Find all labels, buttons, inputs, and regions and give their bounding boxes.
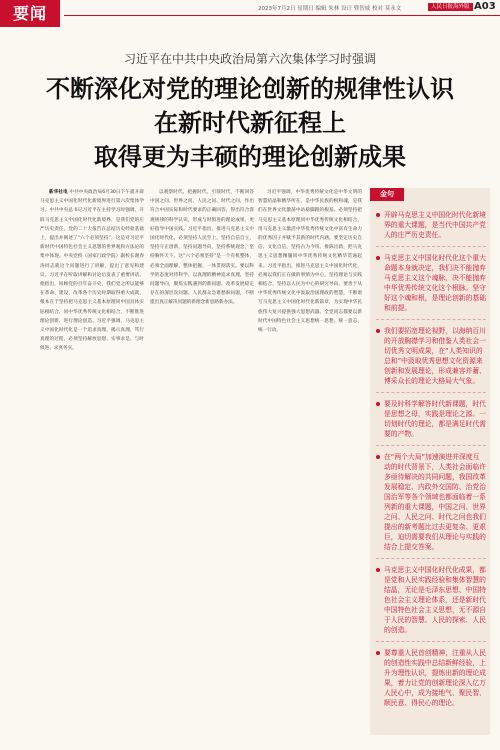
bullet-icon (376, 568, 380, 572)
quote-list (376, 210, 486, 708)
column-paragraph (40, 188, 144, 354)
quote-item (376, 210, 486, 240)
bullet-icon (376, 402, 380, 406)
bullet-icon (376, 256, 380, 260)
quote-text: 我们要拓宽理论视野，以海纳百川的开放胸襟学习和借鉴人类社会一切优秀文明成果，在“人类知识的总和”中汲取优秀思想文化资源来创新和发展理论，形成兼容并蓄、博采众长的理论大格局大气象。 (384, 327, 486, 385)
quote-item (376, 253, 486, 313)
divider (376, 319, 486, 320)
quote-item (376, 452, 486, 552)
quote-item (376, 648, 486, 708)
column-text: 中共中央政治局6月30日下午就开辟马克思主义中国化时代化新境界进行第六次集体学习。中共中央总书记习近平在主持学习时强调，开辟马克思主义中国化时代化新境界，是我们党的庄严历史责任。党的二十大报告在总结历史经验基础上，提出并阐述了“六个必须坚持”，这是对习近平新时代中国特色社会主义思想的世界观和方法论的集中体现。中央党校（国家行政学院）副校长谢春涛同志就这个问题进行了讲解，提出了意见和建议。习近平在听取讲解和讨论后发表了重要讲话。他指出，回顾党的百年奋斗史，我们党之所以能够在革命、建设、改革各个历史时期取得重大成就，根本在于坚持把马克思主义基本原理同中国具体实际相结合、同中华优秀传统文化相结合，不断推进理论创新、进行理论创造。习近平强调，马克思主义中国化时代化是一个追求真理、揭示真理、笃行真理的过程，必须坚持解放思想、实事求是、与时俱进、求真务实。 (40, 190, 144, 352)
bullet-icon (376, 455, 380, 459)
divider (376, 445, 486, 446)
quote-item (376, 399, 486, 439)
divider (376, 392, 486, 393)
quote-text: 在“两个大局”加速演进并深度互动的时代背景下，人类社会面临许多亟待解决的共同问题，我国改革发展稳定、内政外交国防、治党治国治军等各个领域也都面临着一系列新的重大课题，中国之问、世界之问、人民之问、时代之问也我们提出的新考题比过去更复杂、更艰巨，迫切需要我们从理论与实践的结合上提交答案。 (384, 453, 486, 551)
section-logo: 要闻 (0, 0, 60, 27)
headline-line-3: 取得更为丰硕的理论创新成果 (94, 142, 406, 171)
bullet-icon (376, 651, 380, 655)
page-number: A03 (474, 1, 496, 12)
column-text: 以观察时代、把握时代、引领时代，不断回答中国之问、世界之问、人民之问、时代之问，作出符合中国实际和时代要求的正确回答，得出符合客观规律的科学认识，形成与时俱进的理论成果，更好指导中国实践。习近平指出，推进马克思主义中国化时代化，必须坚持人民至上，坚持自信自立，坚持守正创新，坚持问题导向，坚持系统观念，坚持胸怀天下。这“六个必须坚持”是一个有机整体，必须全面理解、整体把握、一体贯彻落实。要以科学的态度对待科学、以真理的精神追求真理，坚持问题导向，聚焦实践遇到的新问题、改革发展稳定存在的深层次问题、人民群众急难愁盼问题，不断提出真正解决问题的新理念新思路新办法。 (150, 190, 254, 306)
article-kicker: 习近平在中共中央政治局第六次集体学习时强调 (123, 52, 376, 66)
divider (376, 641, 486, 642)
bullet-icon (376, 213, 380, 217)
newspaper-name-badge: 人民日报海外版 (428, 3, 473, 11)
quote-text: 要尊重人民首创精神，注重从人民的创造性实践中总结新鲜经验，上升为理性认识，提炼出新的理论成果，着力让党的创新理论深入亿万人民心中，成为接地气、聚民智、顺民意、得民心的理论。 (384, 649, 486, 707)
headline-line-2: 在新时代新征程上 (154, 108, 346, 137)
sidebar-tab: 金句 (370, 188, 404, 201)
quote-text: 马克思主义中国化时代化这个重大命题本身就决定，我们决不能抛弃马克思主义这个魂脉，决不能抛弃中华优秀传统文化这个根脉。坚守好这个魂和根，是理论创新的基础和前提。 (384, 254, 486, 312)
article-column-3 (258, 188, 362, 733)
masthead (0, 0, 500, 27)
article-column-1 (40, 188, 144, 733)
quote-text: 开辟马克思主义中国化时代化新境界的重大课题，是当代中国共产党人的庄严历史责任。 (384, 211, 486, 239)
quote-text: 马克思主义中国化时代化成果，都是党和人民实践经验和集体智慧的结晶，无论是毛泽东思想、中国特色社会主义理论体系，还是新时代中国特色社会主义思想，无不源自于人民的智慧、人民的探索、人民的创造。 (384, 566, 486, 634)
divider (376, 558, 486, 559)
header-rule (64, 15, 500, 16)
quote-text: 要及时科学解答时代新课题，时代是思想之母，实践是理论之源。一切划时代的理论，都是满足时代需要的产物。 (384, 400, 486, 438)
divider (376, 246, 486, 247)
column-text: 习近平强调，中华优秀传统文化是中华文明的智慧结晶和精华所在，是中华民族的根和魂，是我们在世界文化激荡中站稳脚跟的根基。必须坚持把马克思主义基本原理同中华优秀传统文化相结合，用马克思主义激活中华优秀传统文化中富有生命力的优秀因子并赋予其新的时代内涵。要坚定历史自信、文化自信，坚持古为今用、推陈出新，把马克思主义思想精髓同中华优秀传统文化精华贯通起来。习近平指出，推进马克思主义中国化时代化，必须以我们正在做的事情为中心，坚持理论与实践相结合，坚持以人民为中心的研究导向。要善于从中华优秀传统文化中汲取治国理政的智慧，不断谱写马克思主义中国化时代化新篇章，为实现中华民族伟大复兴提供强大思想武器。全党同志都要以新时代中国特色社会主义思想统一思想、统一意志、统一行动。 (258, 190, 362, 334)
quotes-sidebar (370, 188, 490, 735)
dateline: 新华社电 (49, 190, 68, 195)
issue-meta: 2023年7月2日 星期日 编辑 朱林 设计 暨智威 校对 莫永文 (258, 6, 402, 12)
headline-line-1: 不断深化对党的理论创新的规律性认识 (46, 74, 454, 103)
article-column-2 (150, 188, 254, 733)
quote-item (376, 326, 486, 386)
quote-item (376, 565, 486, 635)
bullet-icon (376, 329, 380, 333)
